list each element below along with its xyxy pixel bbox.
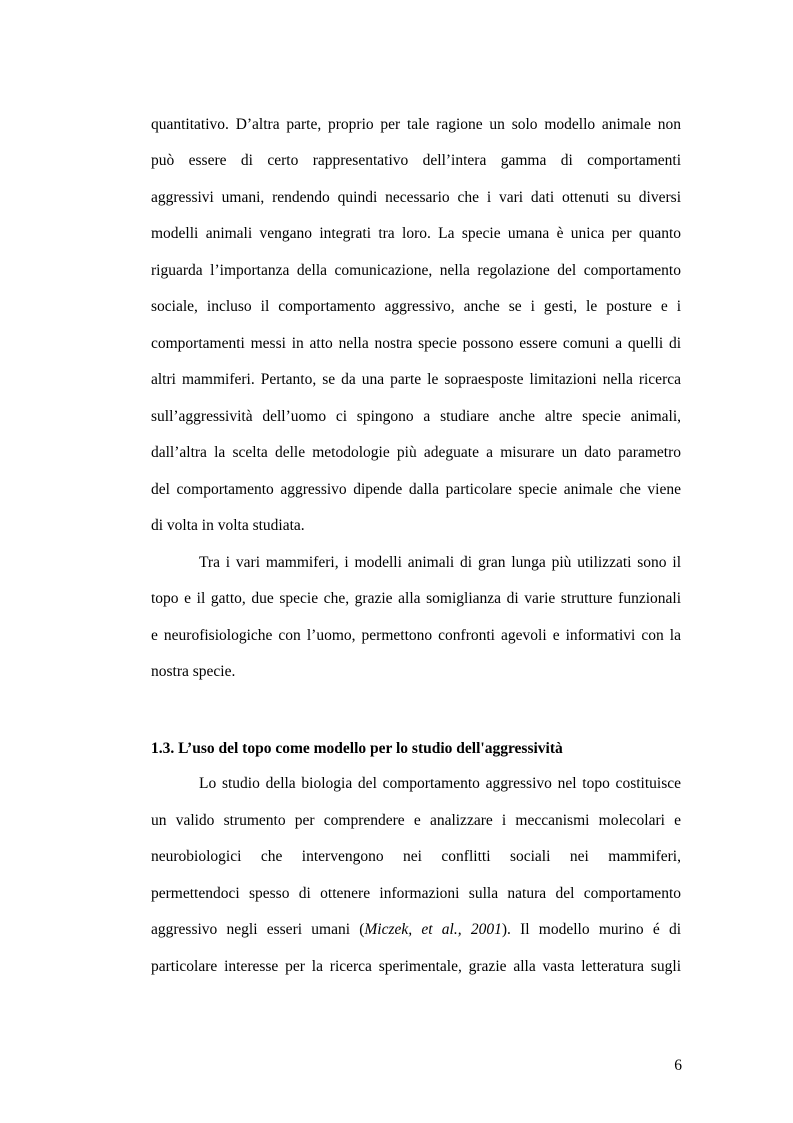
paragraph-line: di volta in volta studiata.: [151, 517, 305, 534]
paragraph-line: Tra i vari mammiferi, i modelli animali di gran lunga più utilizzati sono il: [199, 554, 681, 571]
paragraph-line: topo e il gatto, due specie che, grazie alla somiglianza di varie strutture funzionali: [151, 590, 681, 607]
paragraph-line: quantitativo. D’altra parte, proprio per tale ragione un solo modello animale non: [151, 116, 681, 133]
paragraph-line: particolare interesse per la ricerca sperimentale, grazie alla vasta letteratura sugli: [151, 958, 681, 975]
paragraph-line: sull’aggressività dell’uomo ci spingono a studiare anche altre specie animali,: [151, 408, 681, 425]
paragraph-line: sociale, incluso il comportamento aggressivo, anche se i gesti, le posture e i: [151, 298, 681, 315]
paragraph-line: comportamenti messi in atto nella nostra specie possono essere comuni a quelli di: [151, 335, 681, 352]
paragraph-line: e neurofisiologiche con l’uomo, permettono confronti agevoli e informativi con la: [151, 627, 681, 644]
paragraph-line: aggressivi umani, rendendo quindi necessario che i vari dati ottenuti su diversi: [151, 189, 681, 206]
paragraph-line: un valido strumento per comprendere e analizzare i meccanismi molecolari e: [151, 812, 681, 829]
section-heading: 1.3. L’uso del topo come modello per lo studio dell'aggressività: [151, 740, 563, 757]
paragraph-line: modelli animali vengano integrati tra loro. La specie umana è unica per quanto: [151, 225, 681, 242]
paragraph-line: del comportamento aggressivo dipende dalla particolare specie animale che viene: [151, 481, 681, 498]
line-text: ). Il modello murino é di: [501, 921, 681, 938]
paragraph-line: Lo studio della biologia del comportamento aggressivo nel topo costituisce: [199, 775, 681, 792]
citation: Miczek, et al., 2001: [364, 921, 502, 938]
paragraph-line-with-citation: [151, 919, 681, 941]
paragraph-line: neurobiologici che intervengono nei conflitti sociali nei mammiferi,: [151, 848, 681, 865]
page-number: 6: [674, 1057, 682, 1074]
paragraph-line: permettendoci spesso di ottenere informazioni sulla natura del comportamento: [151, 885, 681, 902]
paragraph-line: dall’altra la scelta delle metodologie più adeguate a misurare un dato parametro: [151, 444, 681, 461]
paragraph-line: riguarda l’importanza della comunicazione, nella regolazione del comportamento: [151, 262, 681, 279]
paragraph-line: può essere di certo rappresentativo dell’intera gamma di comportamenti: [151, 152, 681, 169]
paragraph-line: altri mammiferi. Pertanto, se da una parte le sopraesposte limitazioni nella ricerca: [151, 371, 681, 388]
line-text: aggressivo negli esseri umani (: [151, 921, 365, 938]
paragraph-line: nostra specie.: [151, 663, 236, 680]
